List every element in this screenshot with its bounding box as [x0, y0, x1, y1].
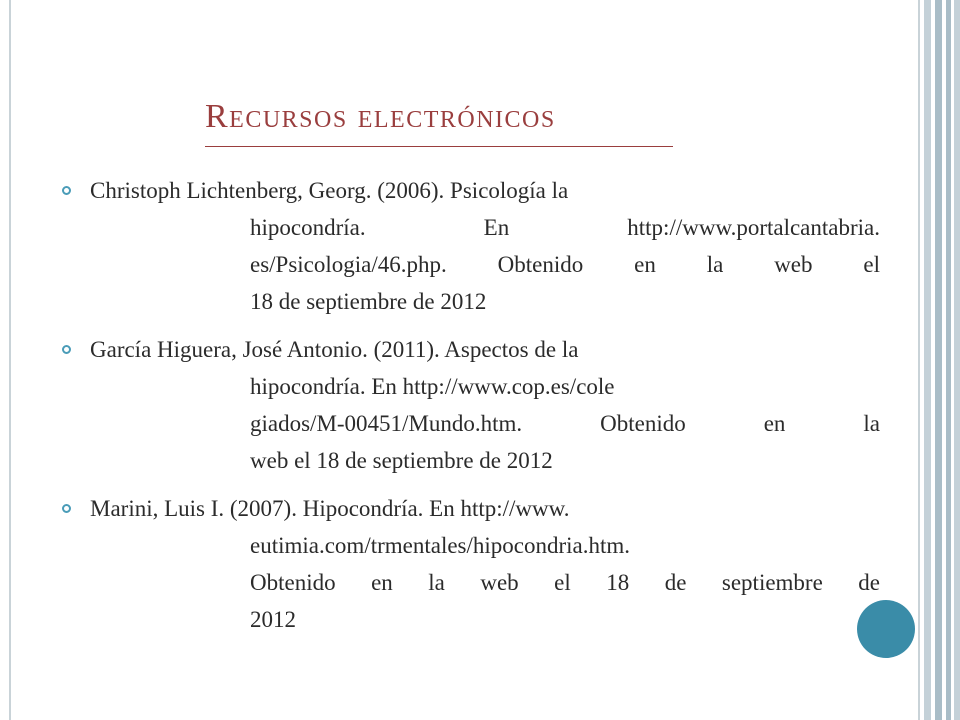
reference-line: web el 18 de septiembre de 2012 [250, 448, 553, 473]
reference-list [62, 172, 880, 649]
reference-line: es/Psicologia/46.php. Obtenido en la web el [250, 252, 880, 277]
reference-line: Obtenido en la web el 18 de septiembre de [250, 570, 880, 595]
decorative-circle [857, 600, 915, 658]
reference-line: García Higuera, José Antonio. (2011). Aspectos de la [90, 337, 579, 362]
bullet-icon [62, 504, 71, 513]
slide-title: Recursos electrónicos [205, 98, 556, 135]
bullet-icon [62, 345, 71, 354]
reference-line: Marini, Luis I. (2007). Hipocondría. En http://www. [90, 496, 570, 521]
reference-item [62, 172, 880, 320]
reference-item [62, 490, 880, 638]
reference-line: hipocondría. En http://www.portalcantabria. [250, 215, 880, 240]
reference-line: giados/M-00451/Mundo.htm. Obtenido en la [250, 411, 880, 436]
title-underline [205, 146, 673, 147]
reference-item [62, 331, 880, 479]
bullet-icon [62, 186, 71, 195]
reference-line: eutimia.com/trmentales/hipocondria.htm. [250, 533, 631, 558]
reference-line: 18 de septiembre de 2012 [250, 289, 487, 314]
reference-line: hipocondría. En http://www.cop.es/cole [250, 374, 615, 399]
reference-line: Christoph Lichtenberg, Georg. (2006). Psicología la [90, 178, 569, 203]
decorative-side-stripes [922, 0, 960, 720]
reference-line: 2012 [250, 607, 296, 632]
